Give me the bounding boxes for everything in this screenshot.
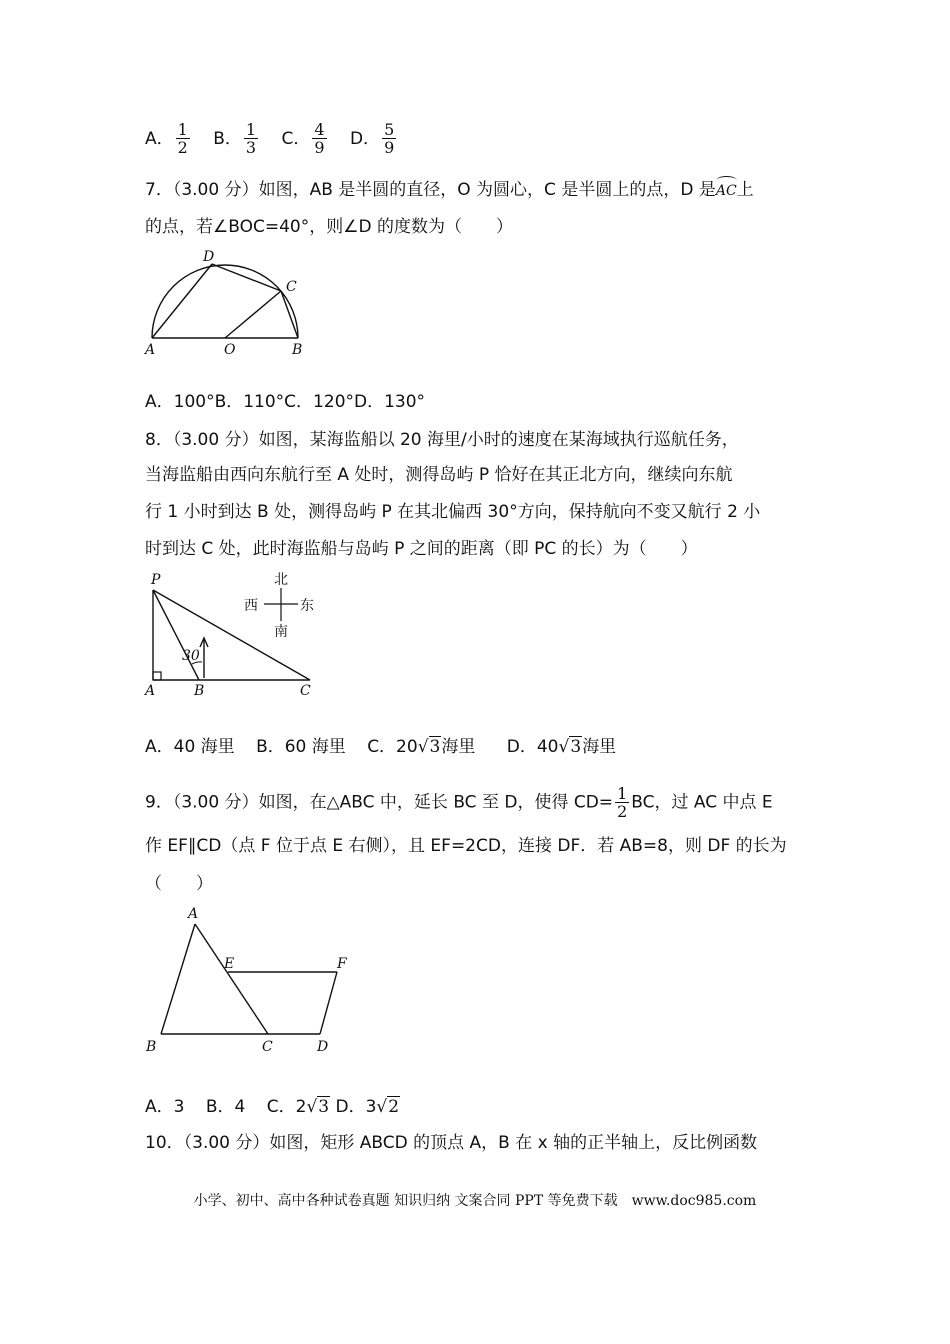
q7-label-d: D	[203, 249, 215, 265]
q7-label-b: B	[292, 342, 303, 358]
q7-stem-line-1: 7．（3.00 分）如图，AB 是半圆的直径，O 为圆心，C 是半圆上的点，D 是AC上	[145, 178, 754, 203]
q8-label-a: A	[145, 683, 156, 699]
q7-stem-line-2: 的点，若∠BOC=40°，则∠D 的度数为（ ）	[145, 217, 513, 237]
compass-north: 北	[274, 572, 288, 588]
q9-label-d: D	[317, 1039, 329, 1055]
q6-option-a: A． $\frac{1}{2}$	[145, 120, 188, 157]
q9-stem-line-3: （ ）	[145, 874, 213, 894]
q8-options	[145, 735, 632, 759]
q6-option-d: D． $\frac{5}{9}$	[349, 120, 395, 157]
q8-label-c: C	[300, 683, 311, 699]
q9-label-e: E	[224, 956, 235, 972]
compass-south: 南	[274, 624, 288, 640]
compass-rose	[244, 572, 314, 640]
q9-option-a: A．3	[145, 1097, 185, 1117]
q8-label-p: P	[151, 572, 161, 588]
fraction: $\frac{1}{3}$	[245, 120, 257, 157]
q9-options	[145, 1095, 400, 1119]
q7-label-a: A	[145, 342, 156, 358]
q9-option-d: D．3√2	[335, 1097, 400, 1117]
q8-stem-line-4: 时到达 C 处，此时海监船与岛屿 P 之间的距离（即 PC 的长）为（ ）	[145, 539, 698, 559]
sqrt: √2	[376, 1097, 400, 1117]
q7-label-c: C	[286, 279, 297, 295]
fraction: $\frac{5}{9}$	[384, 120, 395, 157]
q9-figure	[140, 902, 360, 1060]
fraction: $\frac{1}{2}$	[617, 784, 628, 821]
sqrt: √3	[417, 737, 441, 757]
page-footer: 小学、初中、高中各种试卷真题 知识归纳 文案合同 PPT 等免费下载 www.doc985.com	[193, 1193, 757, 1209]
arc-notation: AC	[716, 179, 737, 203]
q9-label-b: B	[146, 1039, 157, 1055]
q6-option-b: B． $\frac{1}{3}$	[213, 120, 257, 157]
fraction: $\frac{4}{9}$	[314, 120, 325, 157]
q9-stem-line-1: 9．（3.00 分）如图，在△ABC 中，延长 BC 至 D，使得 CD= $\frac{1}{2}$ BC，过 AC 中点 E	[145, 784, 773, 821]
q8-stem-line-3: 行 1 小时到达 B 处，测得岛屿 P 在其北偏西 30°方向，保持航向不变又航行 2 小	[145, 502, 761, 522]
q6-options	[145, 121, 414, 156]
q8-stem-line-2: 当海监船由西向东航行至 A 处时，测得岛屿 P 恰好在其正北方向，继续向东航	[145, 465, 733, 485]
q7-figure	[140, 244, 320, 360]
q10-stem-line-1: 10．（3.00 分）如图，矩形 ABCD 的顶点 A，B 在 x 轴的正半轴上，反比例函数	[145, 1133, 758, 1153]
q8-figure	[138, 564, 328, 700]
sqrt: √3	[558, 737, 582, 757]
q9-option-b: B．4	[205, 1097, 246, 1117]
q9-label-c: C	[262, 1039, 273, 1055]
sqrt: √3	[306, 1097, 330, 1117]
q6-option-c: C． $\frac{4}{9}$	[281, 120, 325, 157]
q8-label-b: B	[194, 683, 205, 699]
q8-option-b: B．60 海里	[256, 737, 346, 757]
fraction: $\frac{1}{2}$	[177, 120, 188, 157]
q8-option-a: A．40 海里	[145, 737, 235, 757]
q9-label-f: F	[337, 956, 347, 972]
compass-east: 东	[300, 598, 314, 614]
q9-option-c: C．2√3	[266, 1097, 330, 1117]
q7-label-o: O	[224, 342, 236, 358]
q9-label-a: A	[188, 906, 199, 922]
q9-stem-line-2: 作 EF∥CD（点 F 位于点 E 右侧），且 EF=2CD，连接 DF．若 AB=8，则 DF 的长为	[145, 836, 787, 856]
q8-angle-label: 30	[182, 648, 200, 664]
compass-west: 西	[244, 598, 258, 614]
q8-option-c: C．20√3海里	[367, 737, 476, 757]
q8-stem-line-1: 8．（3.00 分）如图，某海监船以 20 海里/小时的速度在某海域执行巡航任务，	[145, 430, 739, 450]
q8-option-d: D．40√3海里	[506, 737, 617, 757]
q7-options: A．100°B．110°C．120°D．130°	[145, 392, 426, 412]
